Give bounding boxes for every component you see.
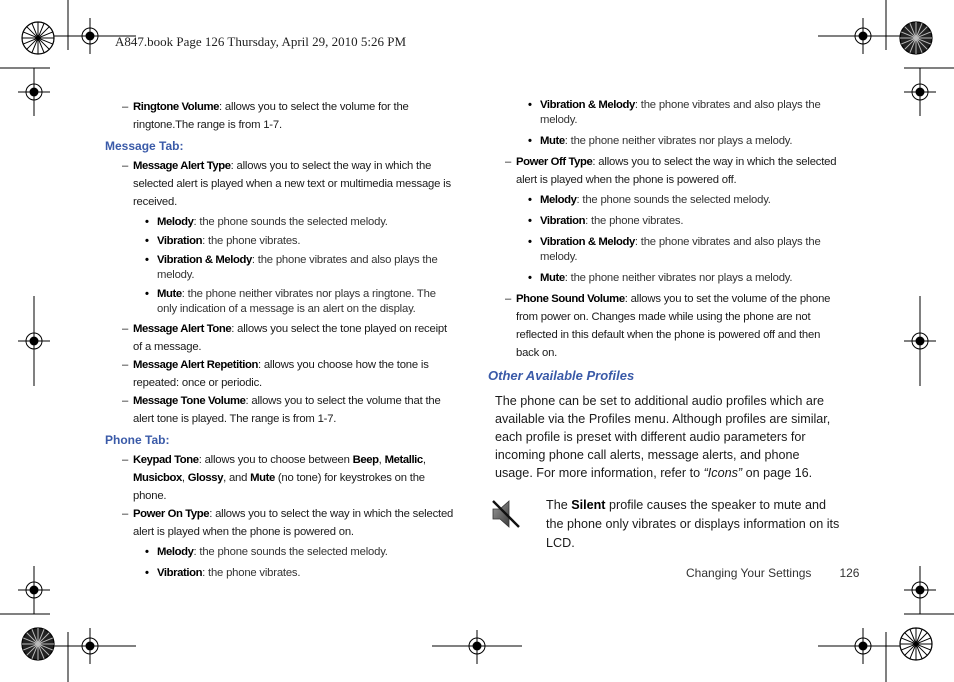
message-tab-heading: Message Tab:	[105, 139, 184, 153]
item-key: Ringtone Volume	[133, 101, 220, 113]
speaker-mute-icon	[490, 498, 522, 530]
other-profiles-heading: Other Available Profiles	[488, 368, 635, 383]
other-profiles-paragraph: The phone can be set to additional audio profiles which are available via the Profiles menu. Although profiles are similar, each profile is preset with different audio parameters for incoming phone call alerts, message alerts, and phone usage. For more information, refer to “Icons” on page 16.	[495, 394, 831, 480]
bullet-item: • Mute: the phone neither vibrates nor plays a ringtone. The only indication of a message is an alert on the display.	[145, 288, 436, 315]
bullet-item: • Melody: the phone sounds the selected melody.	[145, 216, 388, 228]
bullet-item: • Vibration & Melody: the phone vibrates and also plays the melody.	[528, 99, 821, 126]
bullet-item: • Melody: the phone sounds the selected melody.	[528, 194, 771, 206]
silent-note-text: The Silent profile causes the speaker to mute and the phone only vibrates or displays information on its LCD.	[546, 498, 840, 550]
phone-sound-volume-item: – Phone Sound Volume: allows you to set the volume of the phone from power on. Changes made while using the phone are not reflected in this default when the phone is powered off and then back on.	[505, 293, 831, 359]
item-text: : allows you to select the way in which the selected alert is played when a new text or multimedia message is received.	[133, 160, 451, 208]
item-key: Message Alert Type	[133, 160, 231, 172]
item-text: : allows you to select the volume for the ringtone.The range is from 1-7.	[133, 101, 409, 131]
bullet-item: • Melody: the phone sounds the selected melody.	[145, 546, 388, 558]
page-number: 126	[839, 566, 860, 580]
bullet-item: • Vibration & Melody: the phone vibrates and also plays the melody.	[145, 254, 438, 281]
keypad-tone-item: – Keypad Tone: allows you to choose between Beep, Metallic, Musicbox, Glossy, and Mute (no tone) for keystrokes on the phone.	[122, 454, 426, 502]
message-alert-tone-item: – Message Alert Tone: allows you select the tone played on receipt of a message.	[122, 323, 447, 353]
bullet-item: • Mute: the phone neither vibrates nor plays a melody.	[528, 135, 793, 147]
silent-note	[488, 496, 840, 550]
icons-reference: “Icons”	[703, 466, 743, 480]
page-footer	[686, 566, 859, 580]
left-column	[105, 98, 455, 584]
bullet-item: • Vibration & Melody: the phone vibrates and also plays the melody.	[528, 236, 821, 263]
footer-section: Changing Your Settings	[686, 566, 812, 580]
bullet-item: • Vibration: the phone vibrates.	[528, 215, 684, 227]
bullet-item: • Vibration: the phone vibrates.	[145, 567, 301, 579]
power-on-type-item: – Power On Type: allows you to select the way in which the selected alert is played when the phone is powered on.	[122, 508, 454, 538]
bullet-item: • Vibration: the phone vibrates.	[145, 235, 301, 247]
power-off-type-item: – Power Off Type: allows you to select the way in which the selected alert is played when the phone is powered off.	[505, 156, 837, 186]
phone-tab-heading: Phone Tab:	[105, 433, 170, 447]
bullet-item: • Mute: the phone neither vibrates nor plays a melody.	[528, 272, 793, 284]
message-alert-type-item: – Message Alert Type: allows you to select the way in which the selected alert is played when a new text or multimedia message is received.	[122, 160, 451, 208]
ringtone-volume-item: – Ringtone Volume: allows you to select the volume for the ringtone.The range is from 1-7.	[122, 101, 409, 131]
message-tone-volume-item: – Message Tone Volume: allows you to select the volume that the alert tone is played. The range is from 1-7.	[122, 395, 441, 425]
message-alert-repetition-item: – Message Alert Repetition: allows you choose how the tone is repeated: once or periodic.	[122, 359, 429, 389]
print-header: A847.book Page 126 Thursday, April 29, 2010 5:26 PM	[115, 34, 407, 49]
right-column	[488, 98, 840, 550]
